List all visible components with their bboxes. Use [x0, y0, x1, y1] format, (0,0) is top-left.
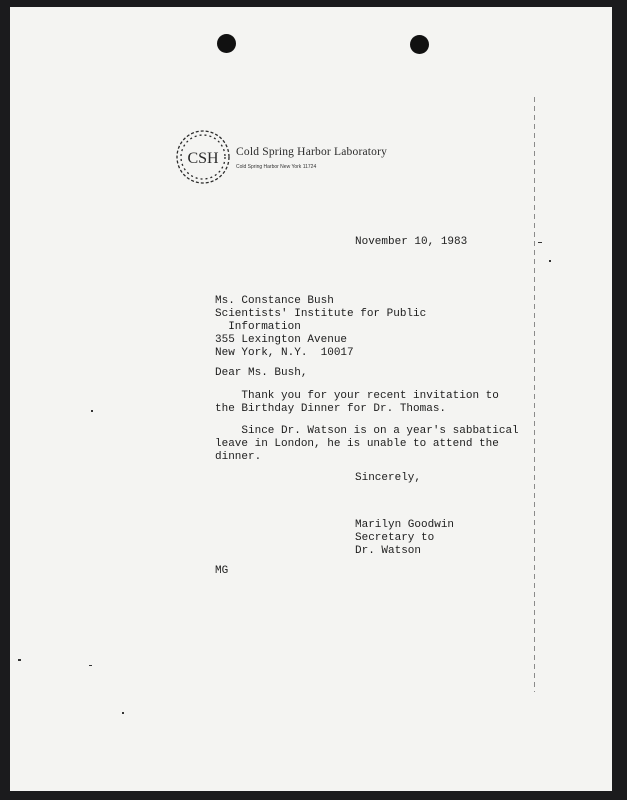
recipient-line: Information — [215, 321, 301, 333]
typist-initials: MG — [215, 565, 229, 577]
scan-speck — [91, 410, 93, 412]
body-line: dinner. — [215, 451, 262, 463]
logo-text: CSH — [187, 150, 219, 167]
closing: Sincerely, — [355, 472, 422, 484]
csh-logo — [173, 127, 233, 187]
signature-title: Dr. Watson — [355, 545, 422, 557]
letterhead-name: Cold Spring Harbor Laboratory — [236, 146, 388, 158]
punch-hole-right — [410, 35, 429, 54]
recipient-line: Scientists' Institute for Public — [215, 308, 427, 320]
body-line: Since Dr. Watson is on a year's sabbatical — [215, 425, 519, 437]
body-line: leave in London, he is unable to attend the — [215, 438, 499, 450]
recipient-line: New York, N.Y. 10017 — [215, 347, 354, 359]
punch-hole-left — [217, 34, 236, 53]
body-line: the Birthday Dinner for Dr. Thomas. — [215, 403, 447, 415]
letter-date: November 10, 1983 — [355, 236, 468, 248]
recipient-line: 355 Lexington Avenue — [215, 334, 348, 346]
signature-name: Marilyn Goodwin — [355, 519, 455, 531]
scan-speck — [122, 712, 124, 714]
body-line: Thank you for your recent invitation to — [215, 390, 499, 402]
recipient-line: Ms. Constance Bush — [215, 295, 334, 307]
letterhead-address: Cold Spring Harbor New York 11724 — [236, 164, 317, 170]
salutation: Dear Ms. Bush, — [215, 367, 308, 379]
scan-speck — [549, 260, 551, 262]
page-edge-mark — [534, 97, 535, 692]
scan-speck — [89, 665, 92, 666]
letter-page — [10, 7, 612, 791]
scan-speck — [538, 242, 542, 243]
scan-speck — [18, 659, 21, 661]
signature-title: Secretary to — [355, 532, 435, 544]
